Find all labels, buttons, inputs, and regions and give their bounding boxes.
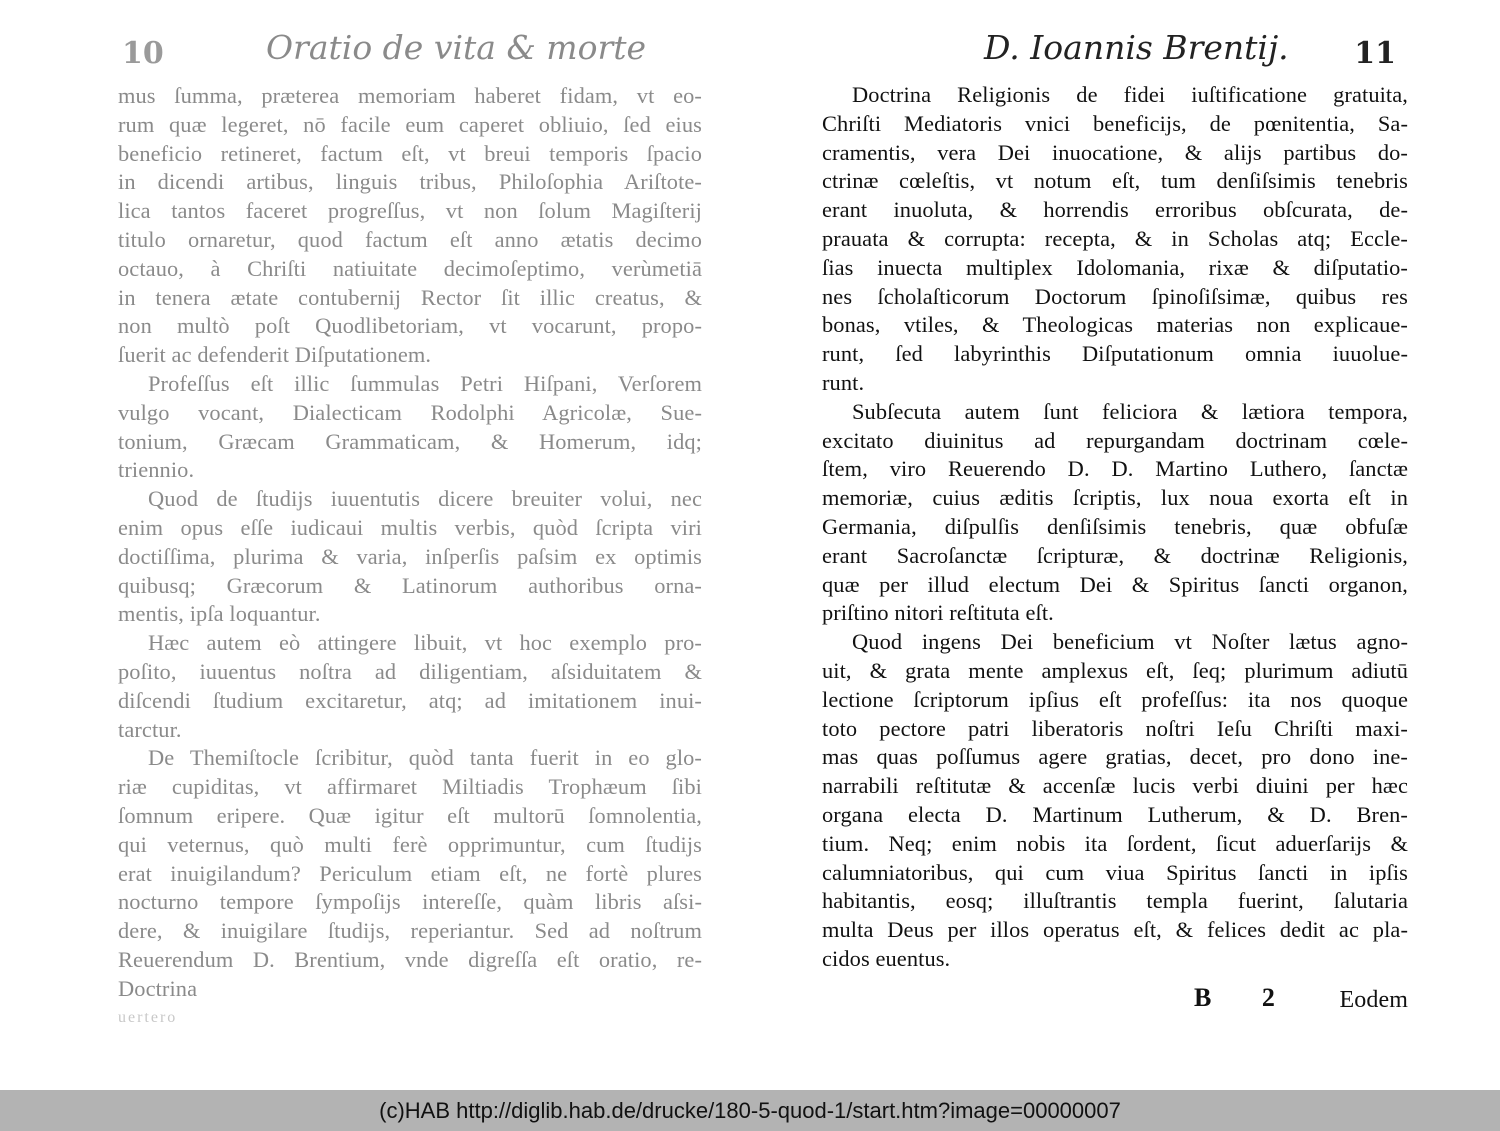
text-line: Germania, diſpulſis denſiſsimis tenebris, quæ obfuſæ <box>822 513 1408 539</box>
text-line: habitantis, eosq; illuſtrantis templa fuerint, ſalutaria <box>822 888 1408 914</box>
text-line: quibusq; Græcorum & Latinorum authoribus orna- <box>118 572 702 598</box>
paragraph-start-line: Subſecuta autem ſunt feliciora & lætiora tempora, <box>852 398 1408 424</box>
text-line: mentis, ipſa loquantur. <box>118 601 321 627</box>
text-line: lica tantos faceret progreſſus, vt non ſolum Magiſterij <box>118 198 702 224</box>
text-line: tarctur. <box>118 716 182 742</box>
text-line: tonium, Græcam Grammaticam, & Homerum, idq; <box>118 428 702 454</box>
text-line: ſias inuecta multiplex Idolomania, rixæ & diſputatio- <box>822 254 1408 280</box>
text-line: doctiſſima, plurima & varia, inſperſis paſsim ex optimis <box>118 543 702 569</box>
text-line: mus ſumma, præterea memoriam haberet fidam, vt eo- <box>118 83 702 108</box>
text-line: narrabili reſtitutæ & accenſæ lucis verbi diuini per hæc <box>822 773 1408 799</box>
left-page-number: 10 <box>122 36 164 71</box>
right-running-head <box>822 28 1408 76</box>
copyright-footer <box>0 1090 1500 1131</box>
text-line: runt, ſed labyrinthis Diſputationum omnia iuuolue- <box>822 341 1408 367</box>
text-line: organa electa D. Martinum Lutherum, & D. Bren- <box>822 801 1408 827</box>
text-line: tium. Neq; enim nobis ita ſordent, ſicut aduerſarijs & <box>822 830 1408 856</box>
left-running-title: Oratio de vita & morte <box>266 28 647 67</box>
left-running-head <box>118 28 702 76</box>
text-line: bonas, vtiles, & Theologicas materias non explicaue- <box>822 312 1408 338</box>
text-line: toto pectore patri liberatoris noſtri Ieſu Chriſti maxi- <box>822 715 1408 741</box>
text-line: erant Sacroſanctæ ſcripturæ, & doctrinæ Religionis, <box>822 542 1408 568</box>
text-line: non multò poſt Quodlibetoriam, vt vocarunt, propo- <box>118 313 702 339</box>
text-line: cramentis, vera Dei inuocatione, & alijs partibus do- <box>822 139 1408 165</box>
right-footer-row <box>822 984 1408 1018</box>
text-line: ſuerit ac defenderit Diſputationem. <box>118 342 432 368</box>
signature-mark: B 2 <box>1194 982 1297 1012</box>
right-page <box>822 28 1408 1028</box>
text-line: memoriæ, cuius æditis ſcriptis, lux noua exorta eſt in <box>822 485 1408 511</box>
right-body-text <box>822 81 1408 1018</box>
text-line: nes ſcholaſticorum Doctorum ſpinoſiſsimæ, quibus res <box>822 283 1408 309</box>
right-running-title: D. Ioannis Brentij. <box>984 28 1289 67</box>
paragraph-start-line: De Themiſtocle ſcribitur, quòd tanta fuerit in eo glo- <box>148 745 702 771</box>
text-line: cidos euentus. <box>822 945 951 971</box>
left-page <box>118 28 702 1028</box>
text-line: riæ cupiditas, vt affirmaret Miltiadis Trophæum ſibi <box>118 774 702 800</box>
text-line: priſtino nitori reſtituta eſt. <box>822 600 1054 626</box>
text-line: enim opus eſſe iudicaui multis verbis, quòd ſcripta viri <box>118 514 702 540</box>
copyright-url-text: (c)HAB http://diglib.hab.de/drucke/180-5-quod-1/start.htm?image=00000007 <box>379 1097 1121 1123</box>
text-line: Chriſti Mediatoris vnici beneficijs, de pœnitentia, Sa- <box>822 110 1408 136</box>
left-body-text <box>118 82 702 1026</box>
text-line: multa Deus per illos operatus eſt, & felices dedit ac pla- <box>822 917 1408 943</box>
text-line: nocturno tempore ſympoſijs intereſſe, quàm libris aſsi- <box>118 889 702 915</box>
paragraph-start-line: Quod de ſtudijs iuuentutis dicere breuiter volui, nec <box>148 486 702 512</box>
left-catchword: Doctrina <box>118 975 198 1001</box>
text-line: lectione ſcriptorum ipſius eſt profeſſus: ita nos quoque <box>822 686 1408 712</box>
text-line: runt. <box>822 369 865 395</box>
text-line: erant inuoluta, & horrendis erroribus obſcurata, de- <box>822 197 1408 223</box>
text-line: uit, & grata mente amplexus eſt, ſeq; plurimum adiutū <box>822 657 1408 683</box>
text-line: in dicendi artibus, linguis tribus, Philoſophia Ariſtote- <box>118 169 702 195</box>
paragraph-start-line: Quod ingens Dei beneficium vt Noſter lætus agno- <box>852 629 1408 655</box>
text-line: diſcendi ſtudium excitaretur, atq; ad imitationem inui- <box>118 687 702 713</box>
text-line: excitato diuinitus ad repurgandam doctrinam cœle- <box>822 427 1408 453</box>
text-line: triennio. <box>118 457 195 483</box>
text-line: beneficio retineret, factum eſt, vt breui temporis ſpacio <box>118 140 702 166</box>
text-line: titulo ornaretur, quod factum eſt anno ætatis decimo <box>118 226 702 252</box>
text-line: ſtem, viro Reuerendo D. D. Martino Luthero, ſanctæ <box>822 456 1408 482</box>
text-line: quæ per illud electum Dei & Spiritus ſancti organon, <box>822 571 1408 597</box>
left-cut-line: uertero <box>118 1008 178 1026</box>
text-line: ctrinæ cœleſtis, vt notum eſt, tum denſiſsimis tenebris <box>822 168 1408 194</box>
text-line: vulgo vocant, Dialecticam Rodolphi Agricolæ, Sue- <box>118 399 702 425</box>
text-line: rum quæ legeret, nō facile eum caperet obliuio, ſed eius <box>118 111 702 137</box>
text-line: octauo, à Chriſti natiuitate decimoſeptimo, verùmetiā <box>118 255 702 281</box>
right-catchword: Eodem <box>1339 986 1408 1013</box>
text-line: dere, & inuigilare ſtudijs, reperiantur. Sed ad noſtrum <box>118 918 702 944</box>
text-line: ſomnum eripere. Quæ igitur eſt multorū ſomnolentia, <box>118 802 702 828</box>
text-line: Reuerendum D. Brentium, vnde digreſſa eſt oratio, re- <box>118 946 702 972</box>
text-line: erat inuigilandum? Periculum etiam eſt, ne fortè plures <box>118 860 702 886</box>
text-line: qui veternus, quò multi ferè opprimuntur, cum ſtudijs <box>118 831 702 857</box>
text-line: prauata & corrupta: recepta, & in Scholas atq; Eccle- <box>822 225 1408 251</box>
paragraph-start-line: Profeſſus eſt illic ſummulas Petri Hiſpani, Verſorem <box>148 370 702 396</box>
paragraph-start-line: Hæc autem eò attingere libuit, vt hoc exemplo pro- <box>148 630 702 656</box>
paragraph-start-line: Doctrina Religionis de fidei iuſtificatione gratuita, <box>852 82 1408 107</box>
text-line: poſito, iuuentus noſtra ad diligentiam, aſsiduitatem & <box>118 658 702 684</box>
text-line: in tenera ætate contubernij Rector ſit illic creatus, & <box>118 284 702 310</box>
text-line: mas quas poſſumus agere gratias, decet, pro dono ine- <box>822 744 1408 770</box>
text-line: calumniatoribus, qui cum viua Spiritus ſancti in ipſis <box>822 859 1408 885</box>
right-page-number: 11 <box>1354 36 1396 71</box>
